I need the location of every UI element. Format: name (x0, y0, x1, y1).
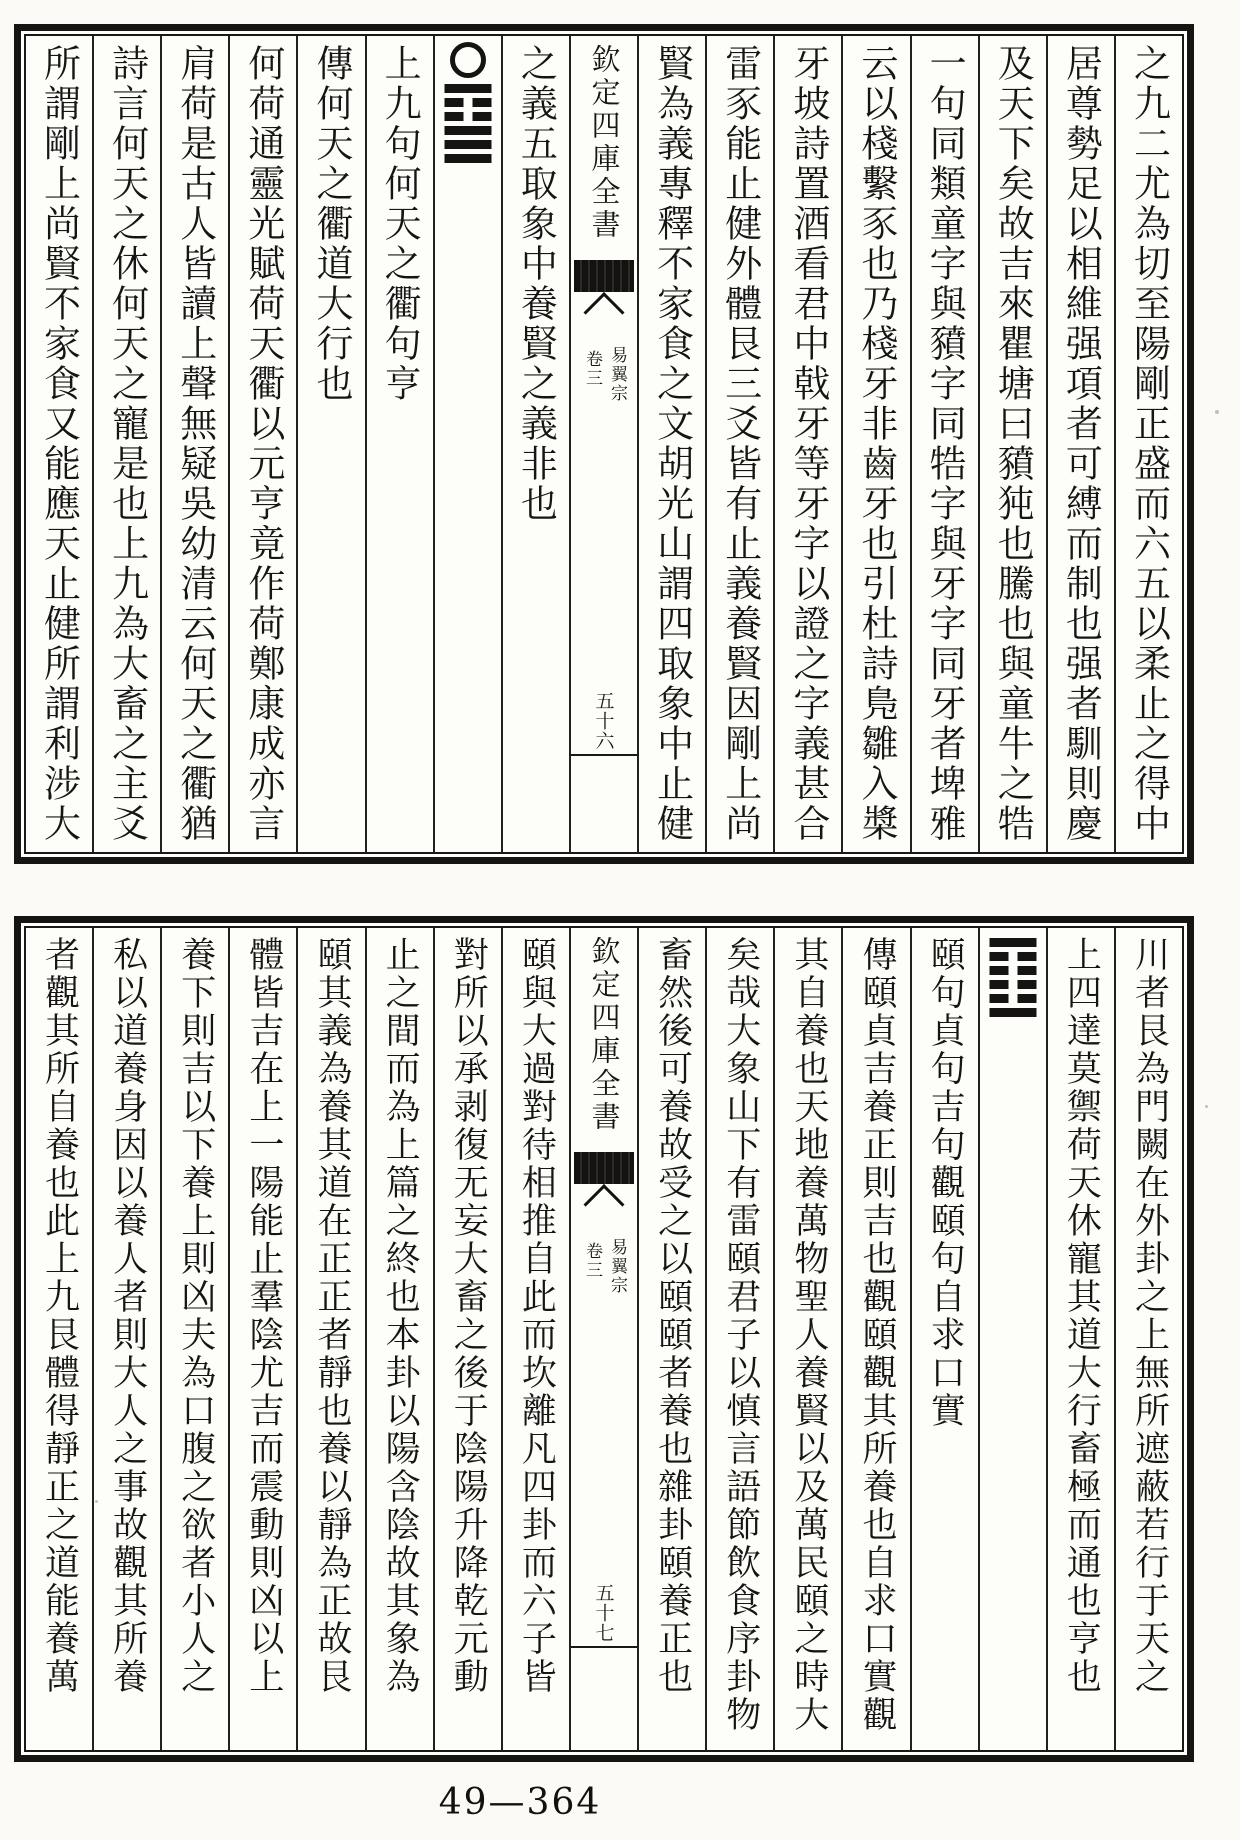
folio-number: 五十六 (592, 691, 615, 751)
juan-number: 卷三 (581, 1242, 602, 1280)
banxin-small-text (571, 1238, 637, 1295)
folio-divider-rule (571, 1646, 637, 1648)
reprint-page-number: 49—364 (438, 1782, 602, 1823)
text-column-6: 其自養也天地養萬物聖人養賢以及萬民頤之時大 (773, 928, 841, 1750)
page-frame-inner (24, 926, 1184, 1752)
banxin-center-column (569, 928, 637, 1750)
text-column-5: 云以棧繫豕也乃棧牙非齒牙也引杜詩鳬雛入槳 (841, 36, 909, 852)
text-column-10: 之義五取象中養賢之義非也 (501, 36, 569, 852)
text-column-16: 詩言何天之休何天之寵是也上九為大畜之主爻 (92, 36, 160, 852)
scan-speck (1205, 1105, 1208, 1108)
text-column-15: 肩荷是古人皆讀上聲無疑吳幼清云何天之衢猶 (160, 36, 228, 852)
text-column-5: 傳頤貞吉養正則吉也觀頤觀其所養也自求口實觀 (841, 928, 909, 1750)
text-column-14: 體皆吉在上一陽能止羣陰尤吉而震動則凶以上 (228, 928, 296, 1750)
scan-speck (95, 1500, 98, 1503)
text-column-2: 居尊勢足以相維强項者可縛而制也强者馴則慶 (1046, 36, 1114, 852)
fishtail-chevron-icon (583, 1184, 624, 1225)
text-column-6: 牙坡詩置酒看君中戟牙等牙字以證之字義甚合 (773, 36, 841, 852)
folio-number: 五十七 (592, 1583, 615, 1643)
text-column-8: 賢為義專釋不家食之文胡光山謂四取象中止健 (637, 36, 705, 852)
banxin-center-column (569, 36, 637, 852)
book-title: 易翼宗 (606, 346, 627, 403)
text-column-4: 一句同類童字與豶字同牿字與牙字同牙者埤雅 (910, 36, 978, 852)
text-column-1: 之九二尤為切至陽剛正盛而六五以柔止之得中 (1114, 36, 1182, 852)
text-column-11: 對所以承剥復无妄大畜之後于陰陽升降乾元動 (433, 928, 501, 1750)
fishtail-ornament-band (574, 1152, 634, 1184)
text-column-15: 養下則吉以下養上則凶夫為口腹之欲者小人之 (160, 928, 228, 1750)
text-column-7: 矣哉大象山下有雷頤君子以慎言語節飲食序卦物 (705, 928, 773, 1750)
text-column-17: 所謂剛上尚賢不家食又能應天止健所謂利涉大 (37, 44, 81, 844)
text-column-17: 者觀其所自養也此上九艮體得靜正之道能養萬 (39, 936, 80, 1696)
hexagram-column-yi (978, 928, 1046, 1750)
fishtail-ornament-band (574, 260, 634, 292)
text-column-12: 止之間而為上篇之終也本卦以陽含陰故其象為 (365, 928, 433, 1750)
page-block-bottom (14, 916, 1194, 1762)
text-column-13: 傳何天之衢道大行也 (296, 36, 364, 852)
text-column-4: 頤句貞句吉句觀頤句自求口實 (910, 928, 978, 1750)
juan-number: 卷三 (581, 350, 602, 388)
text-column-1: 川者艮為門闕在外卦之上無所遮蔽若行于天之 (1114, 928, 1182, 1750)
folio-divider-rule (571, 754, 637, 756)
hexagram-column-dachu (433, 36, 501, 852)
page-frame-inner (24, 34, 1184, 854)
banxin-small-text (571, 346, 637, 403)
text-column-10: 頤與大過對待相推自此而坎離凡四卦而六子皆 (501, 928, 569, 1750)
page-block-top (14, 24, 1194, 864)
hexagram-dachu-icon (444, 84, 491, 168)
hexagram-yi-icon (989, 938, 1036, 1022)
text-column-14: 何荷通靈光賦荷天衢以元亨竟作荷鄭康成亦言 (228, 36, 296, 852)
text-column-2: 上四達莫禦荷天休寵其道大行畜極而通也亨也 (1046, 928, 1114, 1750)
text-column-13: 頤其義為養其道在正正者靜也養以靜為正故艮 (296, 928, 364, 1750)
text-column-7: 雷豕能止健外體艮三爻皆有止義養賢因剛上尚 (705, 36, 773, 852)
fishtail-chevron-icon (583, 292, 624, 333)
siku-title: 欽定四庫全書 (587, 936, 622, 1134)
text-column-16: 私以道養身因以養人者則大人之事故觀其所養 (92, 928, 160, 1750)
book-title: 易翼宗 (606, 1238, 627, 1295)
scan-speck (1215, 410, 1219, 414)
siku-title: 欽定四庫全書 (587, 44, 622, 242)
section-circle-marker (450, 42, 486, 78)
text-column-3: 及天下矣故吉來瞿塘曰豶㹠也騰也與童牛之牿 (978, 36, 1046, 852)
text-column-12: 上九句何天之衢句亨 (365, 36, 433, 852)
text-column-8: 畜然後可養故受之以頤頤者養也雜卦頤養正也 (637, 928, 705, 1750)
